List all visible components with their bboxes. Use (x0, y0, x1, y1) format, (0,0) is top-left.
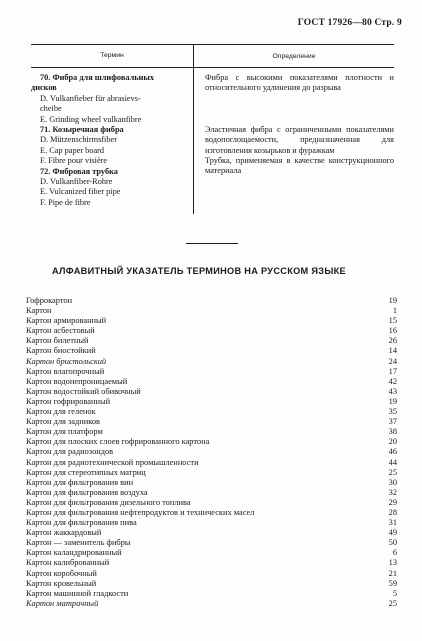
index-page-number: 20 (388, 437, 397, 447)
index-entry (26, 407, 397, 417)
index-entry (26, 569, 397, 579)
index-term: Картон для платформ (26, 427, 103, 437)
index-term: Картон для плоских слоев гофрированного картона (26, 437, 210, 447)
index-page-number: 5 (392, 588, 397, 598)
index-page-number: 35 (388, 407, 397, 417)
term-line: дисков (31, 83, 57, 93)
index-page-number: 50 (388, 538, 397, 548)
column-header-definition: Определение (272, 52, 316, 60)
index-term: Картон для фильтрования вин (26, 477, 134, 487)
term-line: 70. Фибра для шлифовальных (40, 73, 155, 82)
index-term: Картон матричный (26, 598, 99, 608)
index-page-number: 15 (388, 316, 397, 326)
index-page-number: 28 (388, 507, 397, 517)
definition-71: Эластичная фибра с ограниченными показателями водопоглощаемости, предназначенная для изготовления козырьков и фуражкам (205, 124, 394, 155)
index-entry (26, 326, 397, 336)
index-entry (26, 367, 397, 377)
index-entry (26, 397, 397, 407)
index-entry (26, 538, 397, 548)
index-entry (26, 417, 397, 427)
index-page-number: 32 (388, 487, 397, 497)
index-page-number: 38 (388, 427, 397, 437)
index-term: Картон влагопрочный (26, 366, 105, 376)
index-page-number: 31 (388, 518, 397, 528)
index-entry (26, 357, 397, 367)
term-line: 71. Козыречная фибра (40, 125, 124, 135)
index-term: Картон кровельный (26, 578, 97, 588)
index-term: Картон жаккардовый (26, 528, 102, 538)
index-page-number: 21 (388, 568, 397, 578)
term-line: E. Vulcanized fiber pipe (40, 187, 121, 197)
index-page-number: 19 (388, 296, 397, 305)
index-page-number: 1 (392, 306, 397, 316)
term-line: E. Grinding wheel vulkanfibre (40, 114, 142, 124)
index-page-number: 25 (388, 467, 397, 477)
index-term: Картон для стереотипных матриц (26, 467, 146, 477)
table-body (31, 68, 394, 214)
section-divider (186, 243, 238, 244)
index-page-number: 25 (388, 598, 397, 608)
index-page-number: 37 (388, 417, 397, 427)
index-entry (26, 296, 397, 306)
index-page-number: 42 (388, 376, 397, 386)
index-term: Картон (26, 306, 52, 316)
term-line: 72. Фибровая трубка (40, 166, 118, 176)
index-entry (26, 579, 397, 589)
index-term: Картон водонепроницаемый (26, 376, 128, 386)
term-line: cheibe (40, 104, 62, 114)
term-line: D. Vulkanfiber-Rohre (40, 177, 113, 187)
index-page-number: 49 (388, 528, 397, 538)
index-term: Картон — заменитель фибры (26, 538, 131, 548)
index-entry (26, 518, 397, 528)
index-entry (26, 488, 397, 498)
index-page-number: 46 (388, 447, 397, 457)
definition-72: Трубка, применяемая в качестве конструкционного материала (205, 156, 394, 176)
term-index (26, 296, 397, 609)
index-term: Картон бристольский (26, 356, 107, 366)
term-line: D. Vulkanfieber für abrasievs- (40, 93, 141, 103)
index-page-number: 26 (388, 336, 397, 346)
index-page-number: 30 (388, 477, 397, 487)
index-term: Картон асбестовый (26, 326, 95, 336)
index-page-number: 29 (388, 497, 397, 507)
index-entry (26, 316, 397, 326)
term-line: F. Pipe de fibre (40, 197, 91, 207)
index-entry (26, 528, 397, 538)
index-entry (26, 427, 397, 437)
index-page-number: 13 (388, 558, 397, 568)
column-header-term: Термин (31, 45, 194, 67)
index-entry (26, 548, 397, 558)
index-term: Картон билетный (26, 336, 89, 346)
index-page-number: 14 (388, 346, 397, 356)
index-entry (26, 498, 397, 508)
index-term: Картон для фильтрования нефтепродуктов и технических масел (26, 507, 255, 517)
index-term: Картон калиброванный (26, 558, 110, 568)
index-term: Картон для фильтрования пива (26, 518, 137, 528)
index-term: Картон машинной гладкости (26, 588, 129, 598)
index-page-number: 17 (388, 366, 397, 376)
index-term: Картон для радиозондов (26, 447, 114, 457)
term-line: E. Cap paper board (40, 145, 105, 155)
index-term: Гофрокартон (26, 296, 73, 305)
index-term: Картон биостойкий (26, 346, 96, 356)
index-entry (26, 508, 397, 518)
term-line: F. Fibre pour visière (40, 156, 108, 166)
index-term: Картон для геленок (26, 407, 96, 417)
index-entry (26, 377, 397, 387)
index-entry (26, 306, 397, 316)
index-term: Картон коробочный (26, 568, 97, 578)
index-page-number: 19 (388, 396, 397, 406)
index-page-number: 6 (392, 548, 397, 558)
index-entry (26, 346, 397, 356)
index-term: Картон для задников (26, 417, 101, 427)
index-entry (26, 437, 397, 447)
index-page-number: 43 (388, 386, 397, 396)
index-term: Картон для фильтрования воздуха (26, 487, 148, 497)
index-entry (26, 387, 397, 397)
terms-table (31, 44, 394, 214)
index-entry (26, 599, 397, 609)
term-line: D. Mützenschirmsfiber (40, 135, 117, 145)
index-entry (26, 478, 397, 488)
index-term: Картон для фильтрования дизельного топлива (26, 497, 191, 507)
definition-column (194, 68, 394, 214)
index-term: Картон каландрированный (26, 548, 122, 558)
index-title: АЛФАВИТНЫЙ УКАЗАТЕЛЬ ТЕРМИНОВ НА РУССКОМ ЯЗЫКЕ (52, 266, 346, 276)
index-entry (26, 458, 397, 468)
index-term: Картон гофрированный (26, 396, 111, 406)
index-page-number: 44 (388, 457, 397, 467)
index-entry (26, 336, 397, 346)
index-page-number: 24 (388, 356, 397, 366)
term-column (31, 68, 194, 214)
definition-70: Фибра с высокими показателями плотности и относительного удлинения до разрыва (205, 73, 394, 93)
table-header (31, 45, 394, 68)
index-term: Картон для радиотехнической промышленности (26, 457, 199, 467)
index-entry (26, 589, 397, 599)
index-entry (26, 447, 397, 457)
index-entry (26, 468, 397, 478)
index-term: Картон водостойкий обивочный (26, 386, 141, 396)
index-entry (26, 558, 397, 568)
page-header: ГОСТ 17926—80 Стр. 9 (297, 18, 402, 28)
index-page-number: 59 (388, 578, 397, 588)
index-term: Картон армированный (26, 316, 107, 326)
index-page-number: 16 (388, 326, 397, 336)
